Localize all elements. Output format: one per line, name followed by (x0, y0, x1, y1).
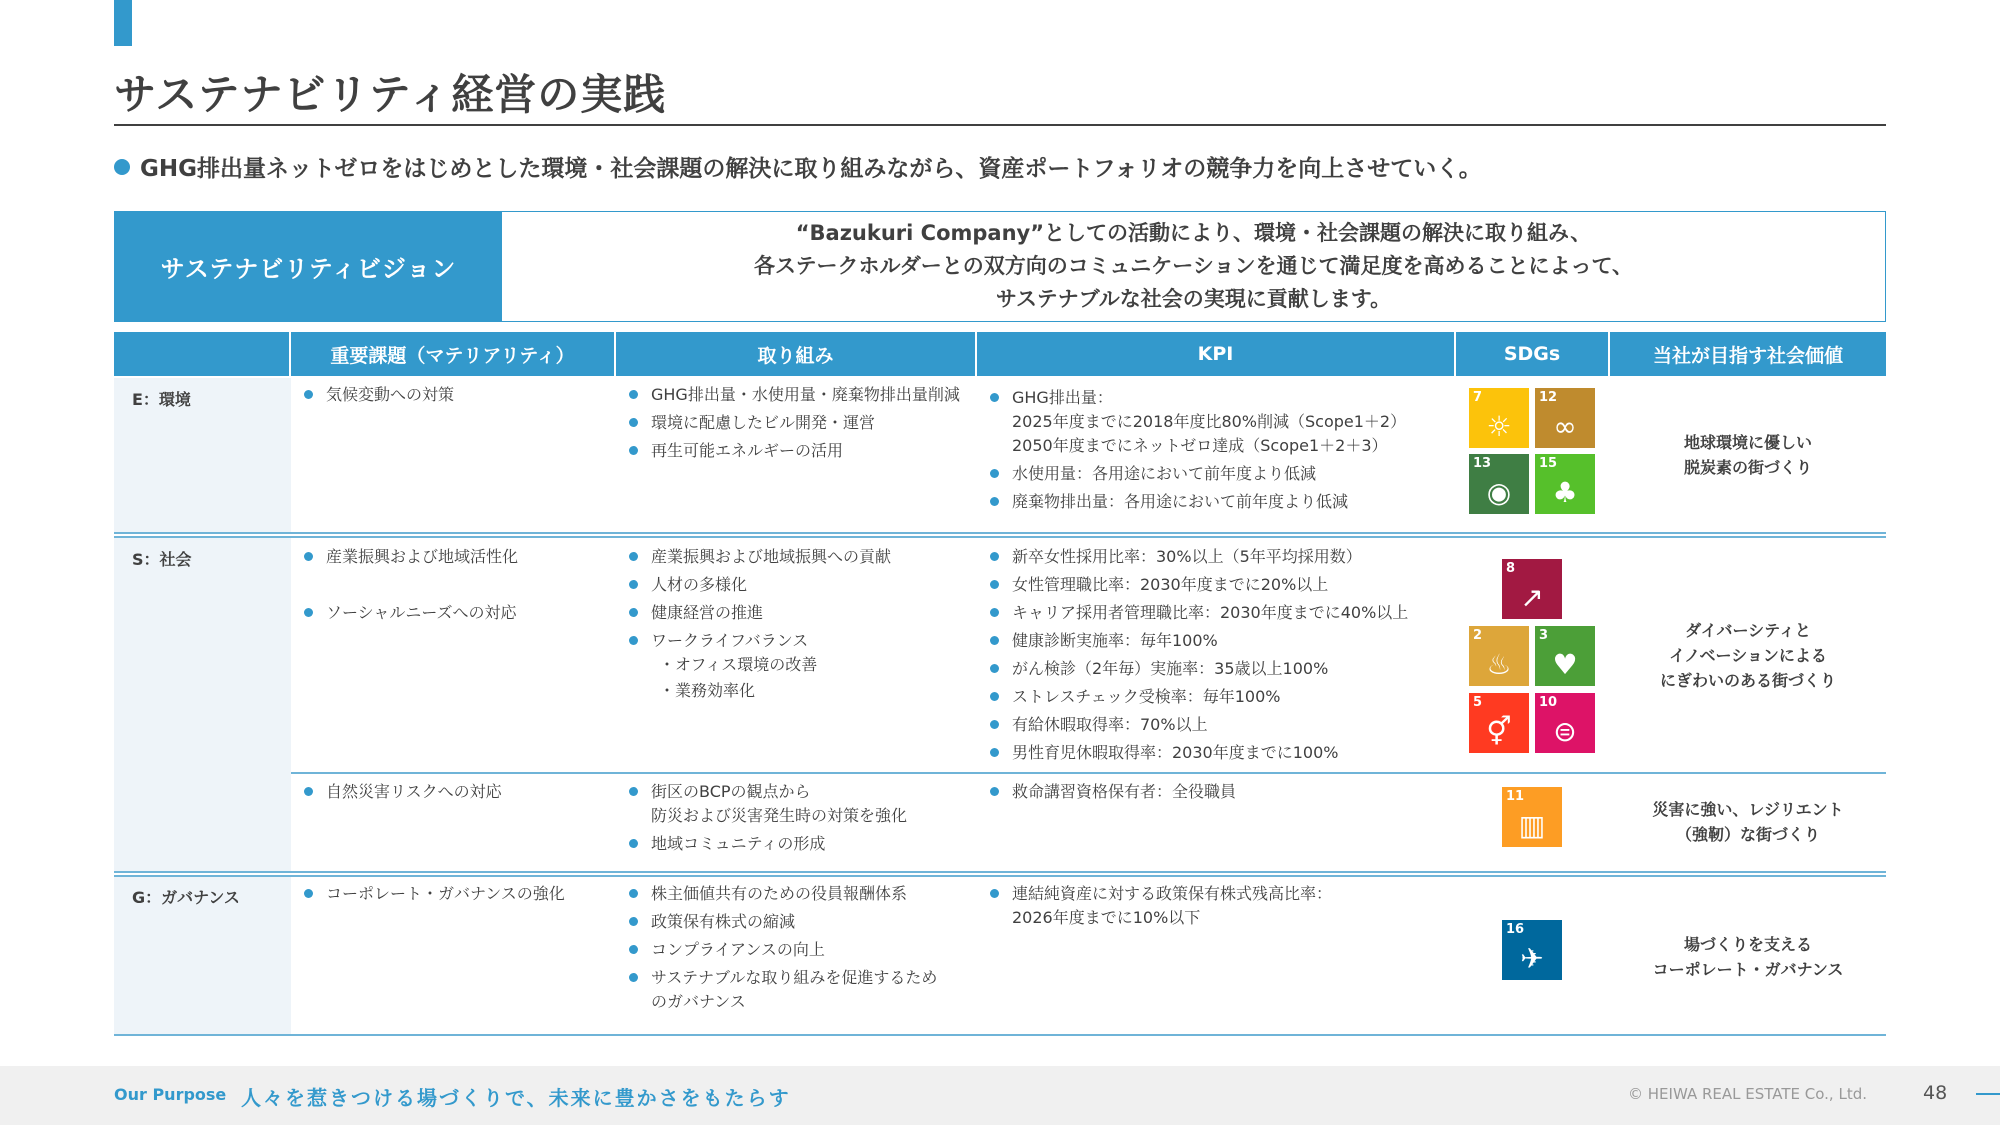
kpi-text: GHG排出量： (1012, 388, 1113, 407)
list-item: コーポレート・ガバナンスの強化 (302, 882, 607, 906)
list-item: 産業振興および地域振興への貢献 (627, 545, 977, 569)
list-item: 健康診断実施率：毎年100% (988, 629, 1448, 653)
header-category (114, 332, 289, 376)
social-social-value (1610, 618, 1886, 693)
value-line: ダイバーシティと (1685, 621, 1811, 640)
gov-materiality-list (302, 882, 607, 910)
list-item: 救命講習資格保有者：全役職員 (988, 780, 1448, 804)
sdg-3-icon: 3 ♥ (1535, 626, 1595, 686)
sdg-15-icon: 15 ♣ (1535, 454, 1595, 514)
list-item (627, 966, 977, 1014)
sdg-13-icon: 13 ◉ (1469, 454, 1529, 514)
sdg-16-icon: 16 ✈ (1502, 920, 1562, 980)
list-item: ストレスチェック受検率：毎年100% (988, 685, 1448, 709)
title-divider (114, 124, 1886, 126)
value-line: コーポレート・ガバナンス (1652, 960, 1844, 979)
vision-label: サステナビリティビジョン (115, 212, 502, 321)
category-cell-social (114, 537, 291, 871)
list-item: 株主価値共有のための役員報酬体系 (627, 882, 977, 906)
vision-line: サステナブルな社会の実現に貢献します。 (995, 287, 1392, 311)
value-line: 地球環境に優しい (1683, 433, 1812, 452)
social-materiality-list (302, 545, 607, 629)
lead-statement (114, 150, 1482, 183)
env-actions-list (627, 383, 977, 467)
list-subitem: ・業務効率化 (659, 681, 756, 700)
sdg-2-icon: 2 ♨ (1469, 626, 1529, 686)
row-divider (114, 871, 1886, 873)
list-item: 水使用量：各用途において前年度より低減 (988, 462, 1448, 486)
sdg-7-icon: 7 ☼ (1469, 388, 1529, 448)
gov-kpi-list (988, 882, 1448, 934)
disaster-materiality-list (302, 780, 607, 808)
header-kpi: KPI (977, 332, 1454, 376)
list-item: 新卒女性採用比率：30%以上（5年平均採用数） (988, 545, 1448, 569)
value-line: 脱炭素の街づくり (1683, 458, 1812, 477)
value-line: （強靭）な街づくり (1675, 825, 1820, 844)
disaster-social-value (1610, 797, 1886, 847)
env-materiality-list (302, 383, 607, 411)
list-item: コンプライアンスの向上 (627, 938, 977, 962)
kpi-text: 2025年度までに2018年度比80%削減（Scope1＋2） (1012, 412, 1407, 431)
list-item (988, 386, 1448, 458)
sustainability-vision-box (114, 211, 1886, 322)
list-item: がん検診（2年毎）実施率：35歳以上100% (988, 657, 1448, 681)
bullet-dot (114, 159, 130, 175)
disaster-kpi-list (988, 780, 1448, 808)
gov-social-value (1610, 932, 1886, 982)
value-line: 災害に強い、レジリエント (1652, 800, 1844, 819)
list-item: 地域コミュニティの形成 (627, 832, 977, 856)
list-item: 自然災害リスクへの対応 (302, 780, 607, 804)
row-divider (114, 532, 1886, 534)
sdg-11-icon: 11 ▥ (1502, 787, 1562, 847)
kpi-text: 2026年度までに10%以下 (1012, 908, 1201, 927)
list-item: 女性管理職比率：2030年度までに20%以上 (988, 573, 1448, 597)
sdg-5-icon: 5 ⚥ (1469, 693, 1529, 753)
footer-copyright: © HEIWA REAL ESTATE Co., Ltd. (1628, 1085, 1867, 1103)
list-item: 健康経営の推進 (627, 601, 977, 625)
value-line: 場づくりを支える (1683, 935, 1812, 954)
gov-actions-list (627, 882, 977, 1018)
value-line: にぎわいのある街づくり (1659, 671, 1836, 690)
vision-line: “Bazukuri Company”としての活動により、環境・社会課題の解決に取り組み、 (795, 221, 1592, 245)
kpi-text: 2050年度までにネットゼロ達成（Scope1＋2＋3） (1012, 436, 1388, 455)
sdg-8-icon: 8 ↗ (1502, 559, 1562, 619)
list-item: 再生可能エネルギーの活用 (627, 439, 977, 463)
list-item: 有給休暇取得率：70%以上 (988, 713, 1448, 737)
list-item (988, 882, 1448, 930)
lead-text: GHG排出量ネットゼロをはじめとした環境・社会課題の解決に取り組みながら、資産ポートフォリオの競争力を向上させていく。 (140, 156, 1482, 182)
env-kpi-list (988, 386, 1448, 518)
header-actions: 取り組み (616, 332, 975, 376)
footer-tagline: 人々を惹きつける場づくりで、未来に豊かさをもたらす (241, 1086, 791, 1110)
list-subitem: ・オフィス環境の改善 (659, 655, 818, 674)
disaster-actions-list (627, 780, 977, 860)
page-number: 48 (1923, 1082, 1948, 1104)
row-divider (291, 772, 1886, 774)
list-item: 廃棄物排出量：各用途において前年度より低減 (988, 490, 1448, 514)
social-kpi-list (988, 545, 1448, 769)
header-sdgs: SDGs (1456, 332, 1608, 376)
category-label-social: S：社会 (132, 550, 192, 569)
row-divider (114, 536, 1886, 538)
value-line: イノベーションによる (1669, 646, 1827, 665)
sdg-10-icon: 10 ⊜ (1535, 693, 1595, 753)
sdg-12-icon: 12 ∞ (1535, 388, 1595, 448)
category-label-env: E：環境 (132, 390, 191, 409)
action-text: 防災および災害発生時の対策を強化 (651, 806, 908, 825)
page-title: サステナビリティ経営の実践 (114, 70, 667, 119)
action-text: のガバナンス (651, 992, 746, 1011)
list-item: 人材の多様化 (627, 573, 977, 597)
list-item: 男性育児休暇取得率：2030年度までに100% (988, 741, 1448, 765)
list-item: キャリア採用者管理職比率：2030年度までに40%以上 (988, 601, 1448, 625)
list-item: GHG排出量・水使用量・廃棄物排出量削減 (627, 383, 977, 407)
list-item: 気候変動への対策 (302, 383, 607, 407)
table-bottom-rule (114, 1034, 1886, 1036)
row-divider (114, 875, 1886, 877)
footer-purpose-label: Our Purpose (114, 1085, 227, 1104)
category-label-gov: G：ガバナンス (132, 888, 240, 907)
vision-statement (502, 212, 1885, 321)
list-item: ソーシャルニーズへの対応 (302, 601, 607, 625)
page-number-accent (1976, 1093, 2000, 1095)
action-text: サステナブルな取り組みを促進するため (651, 968, 938, 987)
action-text: 街区のBCPの観点から (651, 782, 811, 801)
social-actions-list (627, 545, 977, 705)
env-social-value (1610, 430, 1886, 480)
kpi-text: 連結純資産に対する政策保有株式残高比率： (1012, 884, 1333, 903)
header-social-value: 当社が目指す社会価値 (1610, 332, 1886, 376)
title-accent-bar (114, 0, 132, 46)
vision-line: 各ステークホルダーとの双方向のコミュニケーションを通じて満足度を高めることによって、 (753, 254, 1634, 278)
list-item: ワークライフバランス (627, 629, 977, 653)
list-item: 産業振興および地域活性化 (302, 545, 607, 569)
list-item (627, 780, 977, 828)
list-item: 環境に配慮したビル開発・運営 (627, 411, 977, 435)
list-item: 政策保有株式の縮減 (627, 910, 977, 934)
header-materiality: 重要課題（マテリアリティ） (291, 332, 614, 376)
